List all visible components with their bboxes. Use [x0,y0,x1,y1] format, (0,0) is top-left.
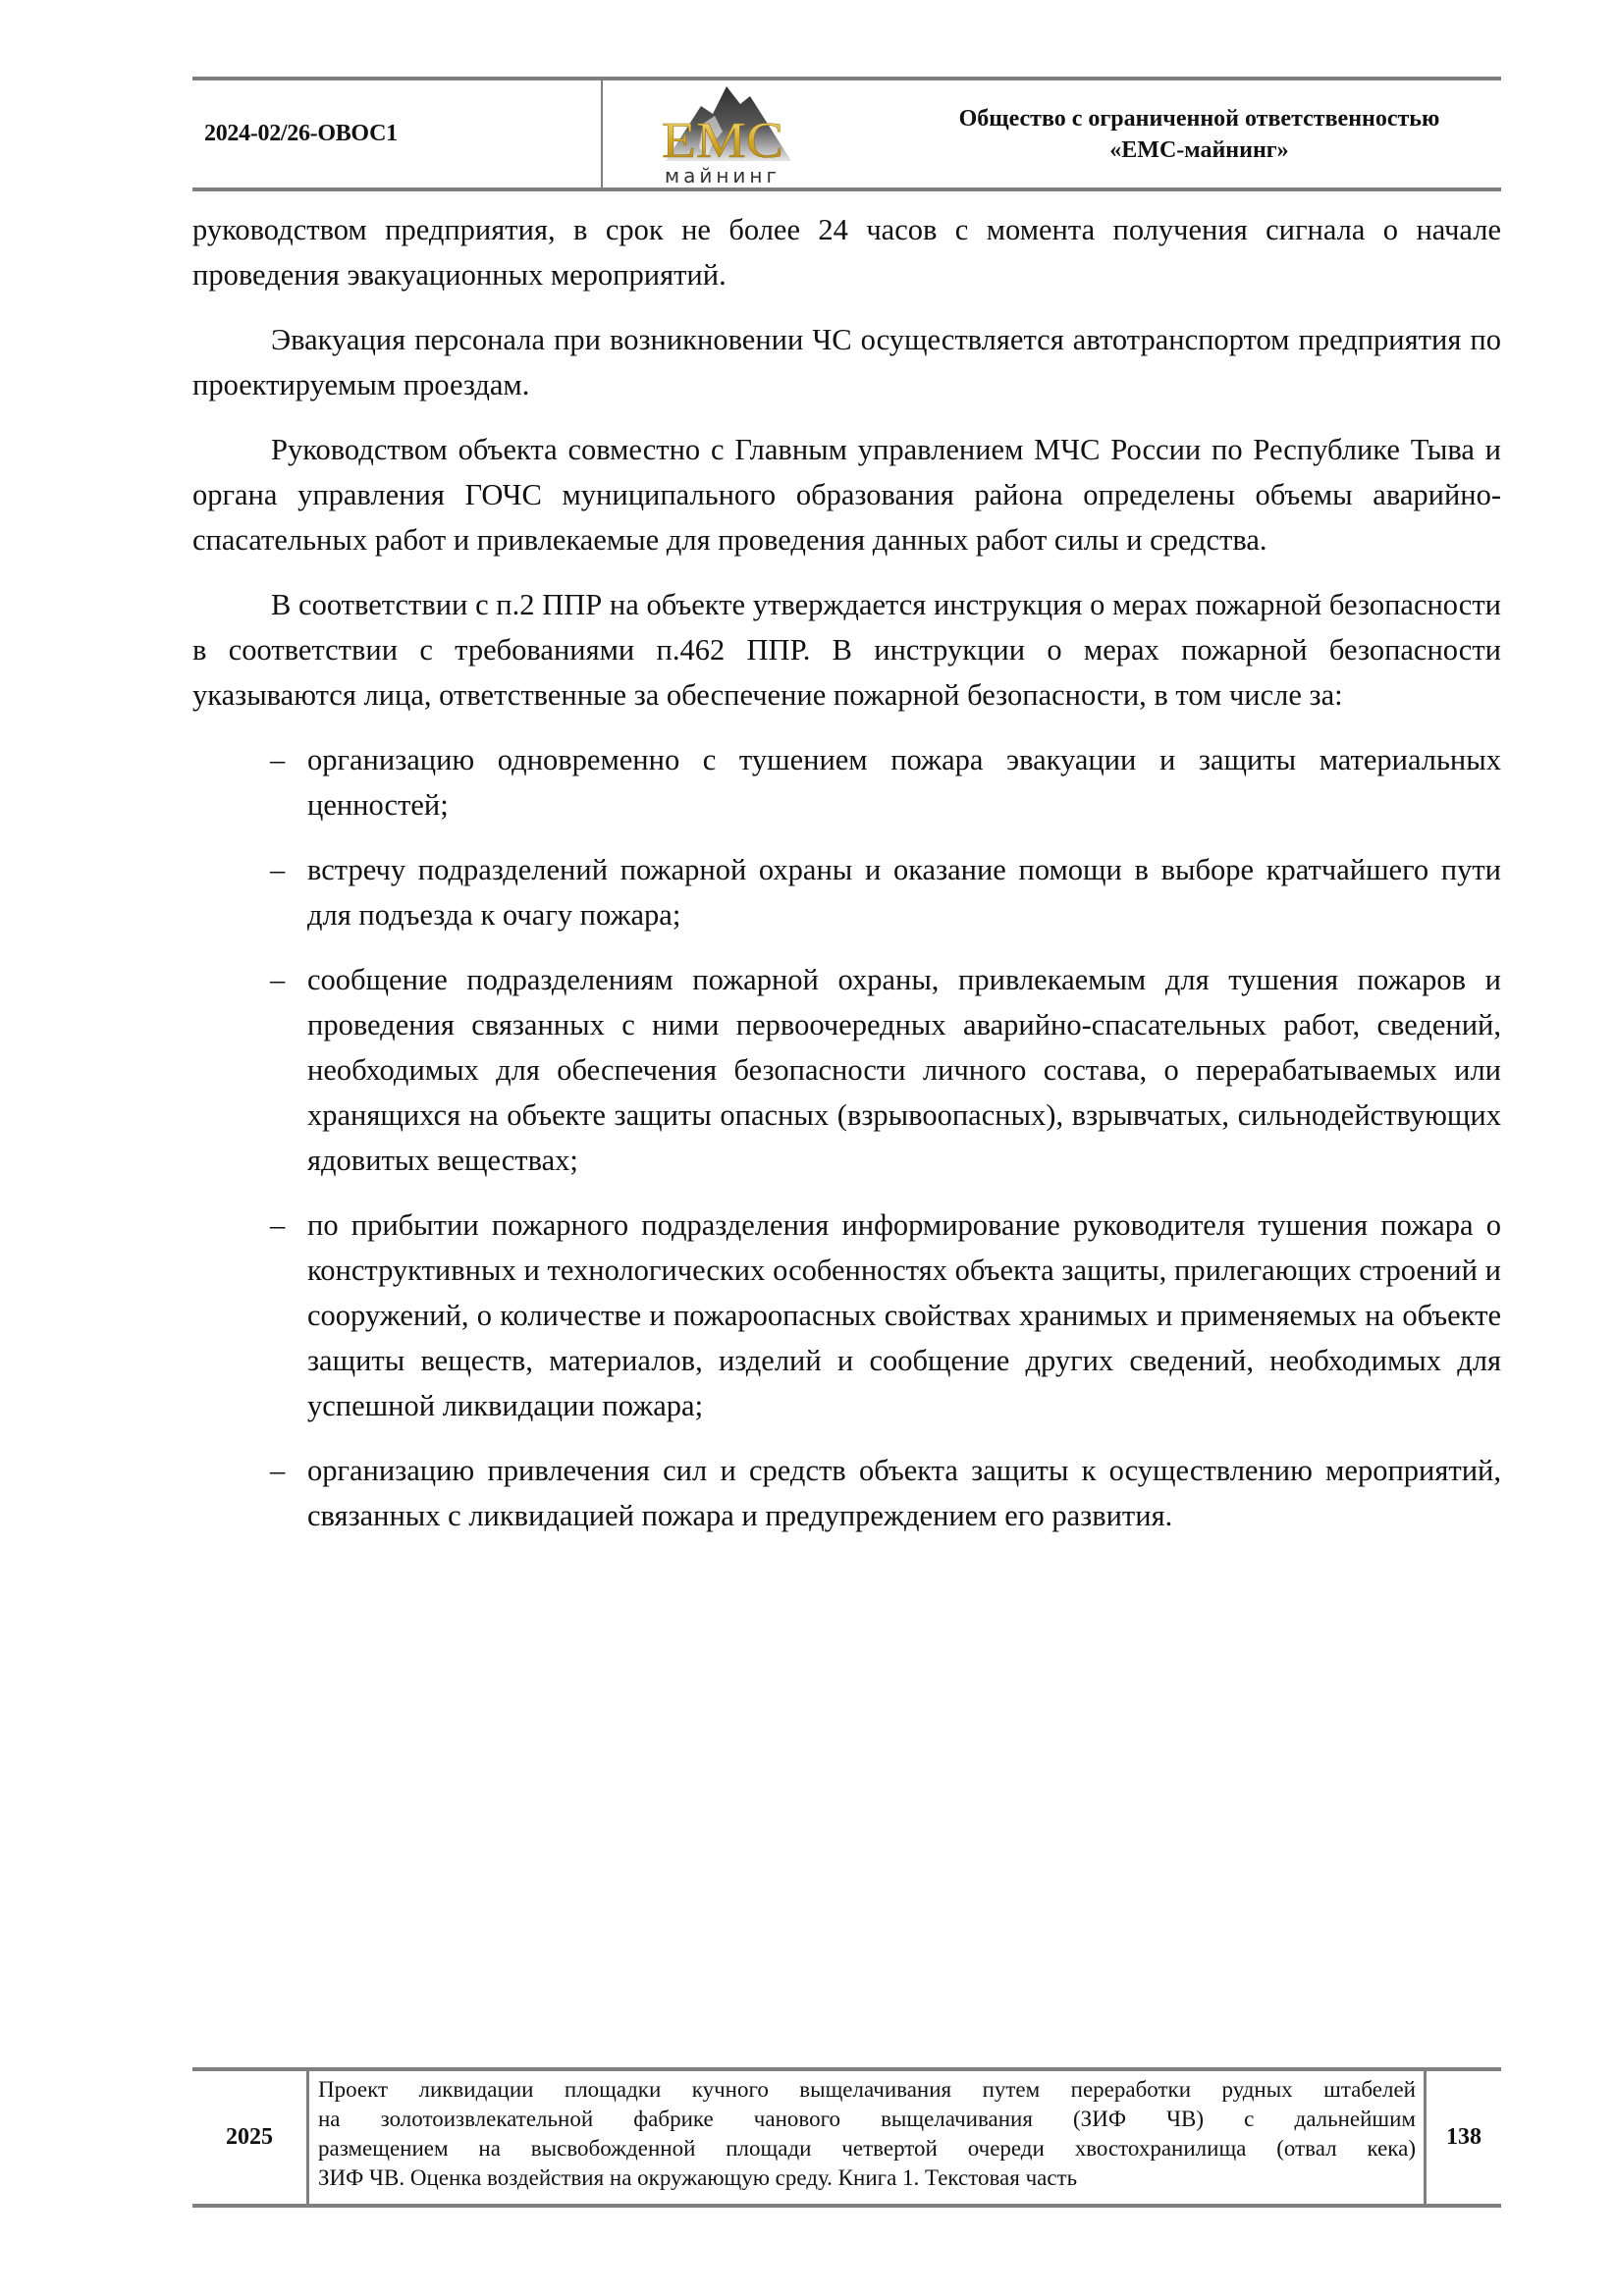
organization-line-1: Общество с ограниченной ответственностью [958,105,1440,132]
organization-line-2: «ЕМС-майнинг» [1109,136,1289,163]
list-item-text: организацию привлечения сил и средств объекта защиты к осуществлению мероприятий, связанных с ликвидацией пожара и предупреждением его развития. [307,1454,1501,1532]
list-item [192,1202,1501,1428]
list-dash: – [270,853,286,886]
organization-name [838,80,1501,187]
list-item [192,1448,1501,1538]
footer-project-description [309,2071,1424,2204]
document-body [192,207,1501,1558]
list-dash: – [270,1208,286,1242]
paragraph-fire-instruction: В соответствии с п.2 ППР на объекте утверждается инструкция о мерах пожарной безопасности в соответствии с требованиями п.462 ППР. В инструкции о мерах пожарной безопасности указываются лица, ответственные за обеспечение пожарной безопасности, в том числе за: [192,588,1501,712]
paragraph-rescue-works: Руководством объекта совместно с Главным управлением МЧС России по Республике Тыва и органа управления ГОЧС муниципального образования района определены объемы аварийно-спасательных работ и привлекаемые для проведения данных работ силы и средства. [192,433,1501,557]
list-dash: – [270,1454,286,1487]
footer-description-line: размещением на высвобожденной площади четвертой очереди хвостохранилища (отвал кека) [318,2136,1416,2161]
emc-mining-logo-icon [644,84,805,188]
paragraph-evacuation: Эвакуация персонала при возникновении ЧС осуществляется автотранспортом предприятия по проектируемым проездам. [192,323,1501,401]
logo-subtitle-text: майнинг [665,164,781,187]
footer-description-line: на золотоизвлекательной фабрике чанового выщелачивания (ЗИФ ЧВ) с дальнейшим [318,2107,1416,2131]
list-item-text: по прибытии пожарного подразделения информирование руководителя тушения пожара о конструктивных и технологических особенностях объекта защиты, прилегающих строений и сооружений, о количестве и пожароопасных свойствах хранимых и применяемых на объекте защиты веществ, материалов, изделий и сообщение других сведений, необходимых для успешной ликвидации пожара; [307,1208,1501,1422]
document-code: 2024-02/26-ОВОС1 [204,121,398,146]
list-dash: – [270,743,286,776]
list-item-text: встречу подразделений пожарной охраны и оказание помощи в выборе кратчайшего пути для подъезда к очагу пожара; [307,853,1501,932]
list-dash: – [270,963,286,996]
page-number: 138 [1446,2124,1481,2150]
footer-year: 2025 [226,2124,273,2150]
logo-brand-text: EMC [662,113,783,169]
page-header [192,77,1501,191]
footer-description-line: ЗИФ ЧВ. Оценка воздействия на окружающую среду. Книга 1. Текстовая часть [318,2165,1078,2190]
list-item-text: организацию одновременно с тушением пожара эвакуации и защиты материальных ценностей; [307,743,1501,822]
list-item [192,957,1501,1183]
footer-description-line: Проект ликвидации площадки кучного выщелачивания путем переработки рудных штабелей [318,2077,1416,2102]
responsibilities-list [192,737,1501,1538]
list-item [192,737,1501,828]
list-item-text: сообщение подразделениям пожарной охраны, привлекаемым для тушения пожаров и проведения связанных с ними первоочередных аварийно-спасательных работ, сведений, необходимых для обеспечения безопасности личного состава, о перерабатываемых или хранящихся на объекте защиты опасных (взрывоопасных), взрывчатых, сильнодействующих ядовитых веществах; [307,963,1501,1177]
page-footer [192,2067,1501,2208]
company-logo [603,80,838,187]
list-item [192,847,1501,937]
paragraph-continued: руководством предприятия, в срок не более 24 часов с момента получения сигнала о начале проведения эвакуационных мероприятий. [192,213,1501,292]
